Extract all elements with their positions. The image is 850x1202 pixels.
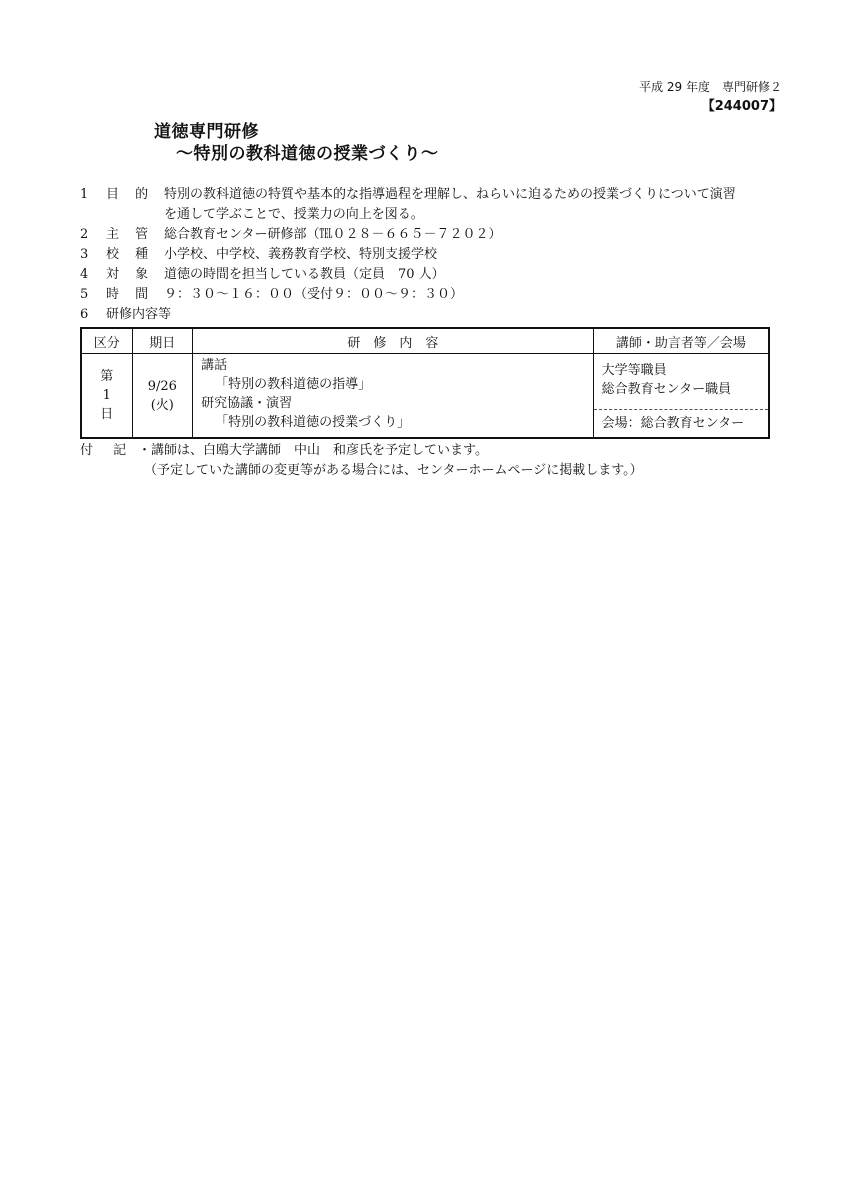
cell-kubun <box>81 354 132 439</box>
header-kubun: 区分 <box>81 328 132 354</box>
table-row <box>81 354 769 439</box>
item-number: 4 <box>80 267 89 282</box>
header-lecturer: 講師・助言者等／会場 <box>593 328 769 354</box>
page-title: 道徳専門研修 <box>154 122 259 142</box>
item-label: 時 間 <box>106 287 155 302</box>
header-content: 研 修 内 容 <box>193 328 594 354</box>
note-text: ・講師は、白鴎大学講師 中山 和彦氏を予定しています。 <box>138 443 488 458</box>
content-line: 「特別の教科道徳の指導」 <box>215 377 372 392</box>
item-text: 特別の教科道徳の特質や基本的な指導過程を理解し、ねらいに迫るための授業づくりについて演習 <box>164 187 736 202</box>
schedule-table <box>80 327 770 439</box>
kubun-line: 日 <box>100 407 114 422</box>
item-list <box>80 185 780 325</box>
note-text-continued: （予定していた講師の変更等がある場合には、センターホームページに掲載します。） <box>144 463 643 478</box>
item-text: 総合教育センター研修部（℡０２８－６６５－７２０２） <box>164 227 502 242</box>
lecturer-name: 総合教育センター職員 <box>601 382 732 397</box>
item-number: 2 <box>80 227 89 242</box>
weekday-line: (火) <box>150 397 174 413</box>
item-label: 目 的 <box>106 187 155 202</box>
notes-section <box>80 441 780 481</box>
content-line: 研究協議・演習 <box>201 396 293 411</box>
fiscal-year-label: 平成 29 年度 専門研修２ <box>639 80 782 94</box>
note-row <box>80 441 780 461</box>
content-line: 講話 <box>201 358 228 373</box>
item-target <box>80 265 780 285</box>
page-subtitle: ～特別の教科道徳の授業づくり～ <box>176 144 439 164</box>
cell-content <box>193 354 594 439</box>
item-label: 主 管 <box>106 227 155 242</box>
kubun-line: 第 <box>100 369 114 384</box>
header-date: 期日 <box>132 328 193 354</box>
content-line: 「特別の教科道徳の授業づくり」 <box>215 415 411 430</box>
item-number: 1 <box>80 187 89 202</box>
item-label: 研修内容等 <box>106 307 172 322</box>
item-text: ９：３０～１６：００（受付９：００～９：３０） <box>164 287 464 302</box>
table-header-row <box>81 328 769 354</box>
date-line: 9/26 <box>147 378 177 394</box>
item-organizer <box>80 225 780 245</box>
item-school-type <box>80 245 780 265</box>
kubun-line: 1 <box>102 388 111 403</box>
item-purpose <box>80 185 780 205</box>
item-label: 対 象 <box>106 267 155 282</box>
cell-lecturer <box>593 354 769 439</box>
item-label: 校 種 <box>106 247 155 262</box>
lecturer-list <box>594 354 768 409</box>
item-time <box>80 285 780 305</box>
item-number: 5 <box>80 287 89 302</box>
cell-date <box>132 354 193 439</box>
item-number: 6 <box>80 307 89 322</box>
item-text-continued: を通して学ぶことで、授業力の向上を図る。 <box>164 207 424 222</box>
note-label: 付 記 <box>80 443 135 458</box>
lecturer-name: 大学等職員 <box>601 363 667 378</box>
item-text: 小学校、中学校、義務教育学校、特別支援学校 <box>164 247 438 262</box>
item-number: 3 <box>80 247 89 262</box>
item-contents-heading <box>80 305 780 325</box>
item-text: 道徳の時間を担当している教員（定員 70 人） <box>164 267 445 282</box>
training-code: 【244007】 <box>701 99 782 114</box>
venue-label: 会場：総合教育センター <box>594 409 768 437</box>
